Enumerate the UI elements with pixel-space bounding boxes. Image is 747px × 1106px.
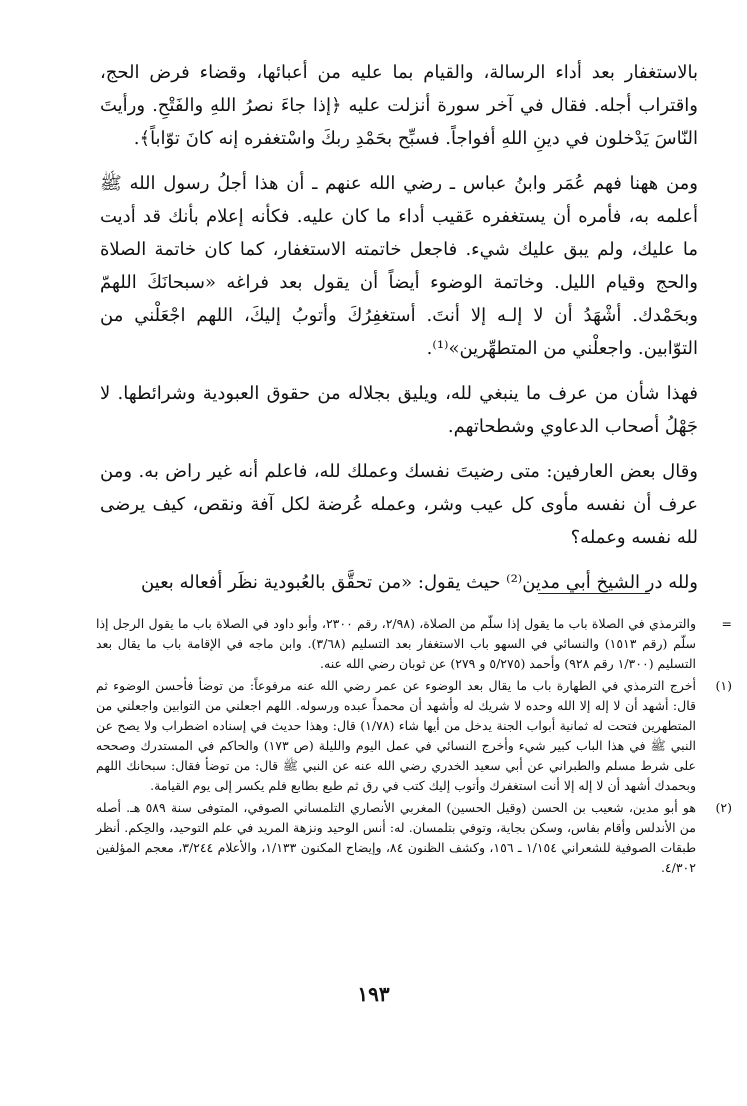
- footnote-text: [96, 676, 696, 796]
- footnote-mark: =: [721, 616, 732, 631]
- footnote-line: وابن ماجه في الإقامة باب ما يقال بعد التسليم (١/٣٠٠ رقم ٩٢٨) وأحمد (٥/٢٧٥ و ٢٧٩) عن ثوبان رضي الله عنه.: [96, 636, 696, 671]
- paragraph: فهذا شأن من عرف ما ينبغي لله، ويليق بجلاله من حقوق العبودية وشرائطها. لا جَهْلُ أصحاب الدعاوي وشطحاتهم.: [100, 383, 698, 437]
- paragraph: ومن ههنا فهم عُمَر وابنُ عباس ـ رضي الله عنهم ـ أن هذا أجلُ رسول الله ﷺ أعلمه به، فأمره أن يستغفره عَقيب أداء ما كان عليه. فكأنه إعلام بأنك قد أديت ما عليك، ولم يبق عليك شيء. فاجعل خاتمته الاستغفار، كما كان خاتمة الصلاة والحج وقيام الليل. وخاتمة الوضوء أيضاً أن يقول بعد فراغه «سبحانَكَ اللهمّ وبحَمْدك. أشْهَدُ أن لا إلـه إلا أنتَ. أستغفِرُكَ وأتوبُ إليكَ، اللهم اجْعَلْني من التوّابين. واجعلْني من المتطهِّرين»⁽¹⁾.: [100, 173, 698, 359]
- footnote-line: والترمذي في الصلاة باب ما يقول إذا سلّم من الصلاة، (٢/٩٨، رقم ٢٣٠٠، وأبو داود في الصلاة باب ما يقول الرجل إذا سلّم (رقم ١٥١٣) والنسائي في السهو باب الاستغفار بعد التسليم (٣/٦٨).: [96, 616, 697, 651]
- footnote-text: [96, 614, 696, 674]
- footnote-text: [96, 798, 696, 878]
- footnotes: [96, 614, 732, 880]
- paragraph: وقال بعض العارفين: متى رضيتَ نفسك وعملك لله، فاعلم أنه غير راض به. ومن عرف أن نفسه مأوى كل عيب وشر، وعمله عُرضة لكل آفة ونقص، كيف يرضى لله نفسه وعمله؟: [100, 461, 699, 548]
- paragraph: ولله در الشيخ أبي مدين⁽²⁾ حيث يقول: «من تحقَّق بالعُبودية نظَر أفعاله بعين: [140, 572, 698, 593]
- paragraph: بالاستغفار بعد أداء الرسالة، والقيام بما عليه من أعبائها، وقضاء فرض الحج، واقتراب أجله. فقال في آخر سورة أنزلت عليه ﴿إذا جاءَ نصرُ اللهِ والفَتْحِ. ورأيتَ النّاسَ يَدْخلون في دينِ اللهِ أفواجاً. فسبِّح بحَمْدِ ربكَ واسْتغفره إنه كانَ توّاباً﴾.: [100, 62, 698, 149]
- footnote: [96, 614, 732, 674]
- footnote: [96, 798, 732, 878]
- page-number: ١٩٣: [357, 982, 390, 1006]
- footnote-line: أخرج الترمذي في الطهارة باب ما يقال بعد الوضوء عن عمر رضي الله عنه مرفوعاً: من توضأ فأحسن الوضوء ثم قال: أشهد أن لا إله إلا الله وحده لا شريك له وأشهد أن محمداً عبده ورسوله. اللهم اجعلني من التوابين واجعلني من المتطهرين فتحت له ثمانية أبواب الجنة يدخل من أيها شاء (١/٧٨) قال: وهذا حديث في إسناده اضطراب ولا يصح عن النبي ﷺ في هذا الباب كبير شيء وأخرج النسائي في عمل اليوم والليلة (ص ١٧٣) والحاكم في المستدرك وصححه على شرط مسلم والطبراني عن أبي سعيد الخدري رضي الله عنه عن النبي ﷺ قال: من توضأ فقال: سبحانك اللهم وبحمدك أشهد أن لا إله إلا أنت استغفرك وأتوب إليك كتب في رق ثم طبع بطابع فلم يكسر إلى يوم القيامة.: [96, 678, 696, 793]
- footnote-mark: (١): [715, 678, 732, 693]
- footnote-mark: (٢): [715, 800, 732, 815]
- main-text: [100, 56, 698, 607]
- footnote: [96, 676, 732, 796]
- footnote-line: هو أبو مدين، شعيب بن الحسن (وقيل الحسين) المغربي الأنصاري التلمساني الصوفي، المتوفى سنة ٥٨٩ هـ. أصله من الأندلس وأقام بفاس، وسكن بجاية، وتوفي بتلمسان. له: أنس الوحيد ونزهة المريد في علم التوحيد، والحِكم. أنظر طبقات الصوفية للشعراني ١/١٥٤ ـ ١٥٦، وكشف الظنون ٨٤، وإيضاح المكنون ١/١٣٣، والأعلام ٣/٢٤٤، معجم المؤلفين ٤/٣٠٢.: [96, 800, 697, 875]
- footnote-separator: [538, 593, 650, 594]
